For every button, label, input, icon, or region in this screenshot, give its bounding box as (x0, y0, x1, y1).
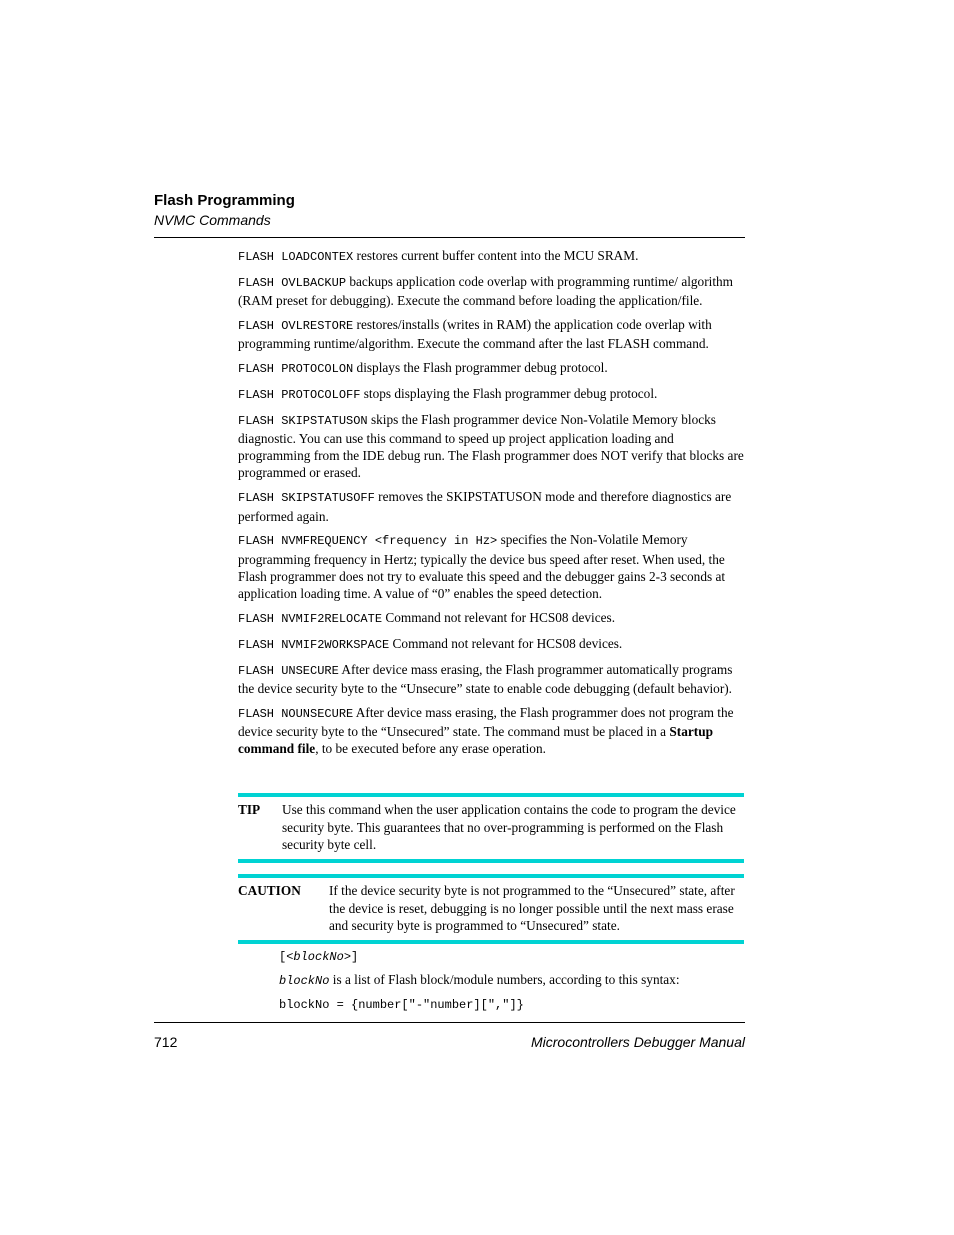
command-description: restores current buffer content into the MCU SRAM. (353, 248, 639, 263)
entry-nvmif2relocate (238, 609, 745, 628)
header-rule (154, 237, 745, 238)
page-number: 712 (154, 1034, 178, 1050)
entry-protocolon (238, 359, 745, 378)
tip-note (238, 793, 744, 863)
parameter-description-text: is a list of Flash block/module numbers, according to this syntax: (329, 972, 680, 987)
entry-ovlrestore (238, 316, 745, 353)
command-description: specifies the Non-Volatile Memory programming frequency in Hertz; typically the device bus speed after reset. When used, the Flash programmer does not try to evaluate this speed and the debugger gains 2-3 seconds at application loading time. A value of “0” enables the speed detection. (238, 532, 726, 602)
command-description: backups application code overlap with programming runtime/ algorithm (RAM preset for debugging). Execute the command before loading the application/file. (238, 273, 734, 309)
command-name: FLASH PROTOCOLON (238, 361, 354, 376)
parameter-description (279, 971, 745, 991)
syntax-code (279, 995, 745, 1015)
entry-protocoloff (238, 385, 745, 404)
caution-text: If the device security byte is not programmed to the “Unsecured” state, after the device is reset, debugging is no longer possible until the next mass erase and security byte is programmed to “Unsecured” state. (329, 883, 735, 933)
page-header (154, 191, 745, 229)
entry-skipstatuson (238, 411, 745, 482)
command-description: restores/installs (writes in RAM) the application code overlap with programming runtime/algorithm. Execute the command after the last FLASH command. (238, 316, 712, 352)
entry-loadcontex (238, 247, 745, 266)
entry-unsecure (238, 661, 745, 698)
parameter-name-ref: blockNo (279, 974, 330, 988)
bracket-open: [< (279, 950, 294, 964)
caution-label: CAUTION (238, 883, 301, 898)
command-description: Command not relevant for HCS08 devices. (382, 610, 616, 626)
command-name: FLASH OVLBACKUP (238, 275, 347, 290)
caution-note (238, 874, 744, 944)
command-description: After device mass erasing, the Flash programmer does not program the device security byte to the “Unsecured” state. The command must be placed in a (238, 704, 734, 740)
parameter-name: blockNo (293, 950, 344, 964)
section-subtitle: NVMC Commands (154, 212, 271, 228)
section-title: Flash Programming (154, 192, 295, 209)
command-description: skips the Flash programmer device Non-Volatile Memory blocks diagnostic. You can use this command to speed up project application loading and programming from the IDE debug run. The Flash programmer does NOT verify that blocks are programmed or erased. (238, 411, 744, 481)
tip-label: TIP (238, 802, 261, 817)
startup-command-file-term: Startup command file (238, 724, 713, 757)
command-list (238, 247, 745, 764)
entry-nvmfrequency (238, 531, 745, 602)
command-name: FLASH UNSECURE (238, 663, 339, 678)
command-description: Command not relevant for HCS08 devices. (389, 635, 623, 651)
command-description: After device mass erasing, the Flash programmer automatically programs the device security byte to the “Unsecure” state to enable code debugging (default behavior). (238, 661, 733, 696)
entry-skipstatusoff (238, 488, 745, 525)
command-name: FLASH LOADCONTEX (238, 250, 354, 264)
entry-nvmif2workspace (238, 635, 745, 654)
command-name: FLASH NOUNSECURE (238, 706, 354, 721)
command-name: FLASH NVMIF2RELOCATE (238, 612, 383, 627)
bracket-close: >] (343, 950, 359, 964)
command-description: stops displaying the Flash programmer debug protocol. (360, 385, 658, 401)
entry-ovlbackup (238, 273, 745, 310)
manual-title: Microcontrollers Debugger Manual (531, 1034, 745, 1050)
command-name: FLASH NVMIF2WORKSPACE (238, 637, 390, 652)
command-description-end: , to be executed before any erase operation. (315, 741, 546, 757)
parameter-syntax (279, 947, 745, 1019)
parameter-signature (279, 947, 745, 967)
syntax-code-text: blockNo = {number["-"number][","]} (279, 998, 524, 1012)
command-description: removes the SKIPSTATUSON mode and therefore diagnostics are performed again. (238, 489, 732, 524)
command-name: FLASH PROTOCOLOFF (238, 387, 361, 402)
command-name: FLASH SKIPSTATUSON (238, 413, 368, 428)
tip-text: Use this command when the user application contains the code to program the device security byte. This guarantees that no over-programming is performed on the Flash security byte cell. (282, 802, 736, 852)
footer-rule (154, 1022, 745, 1023)
command-name: FLASH OVLRESTORE (238, 318, 354, 333)
command-name: FLASH NVMFREQUENCY <frequency in Hz> (238, 534, 498, 549)
command-description: displays the Flash programmer debug protocol. (353, 359, 608, 375)
entry-nounsecure (238, 704, 745, 758)
command-name: FLASH SKIPSTATUSOFF (238, 491, 375, 506)
